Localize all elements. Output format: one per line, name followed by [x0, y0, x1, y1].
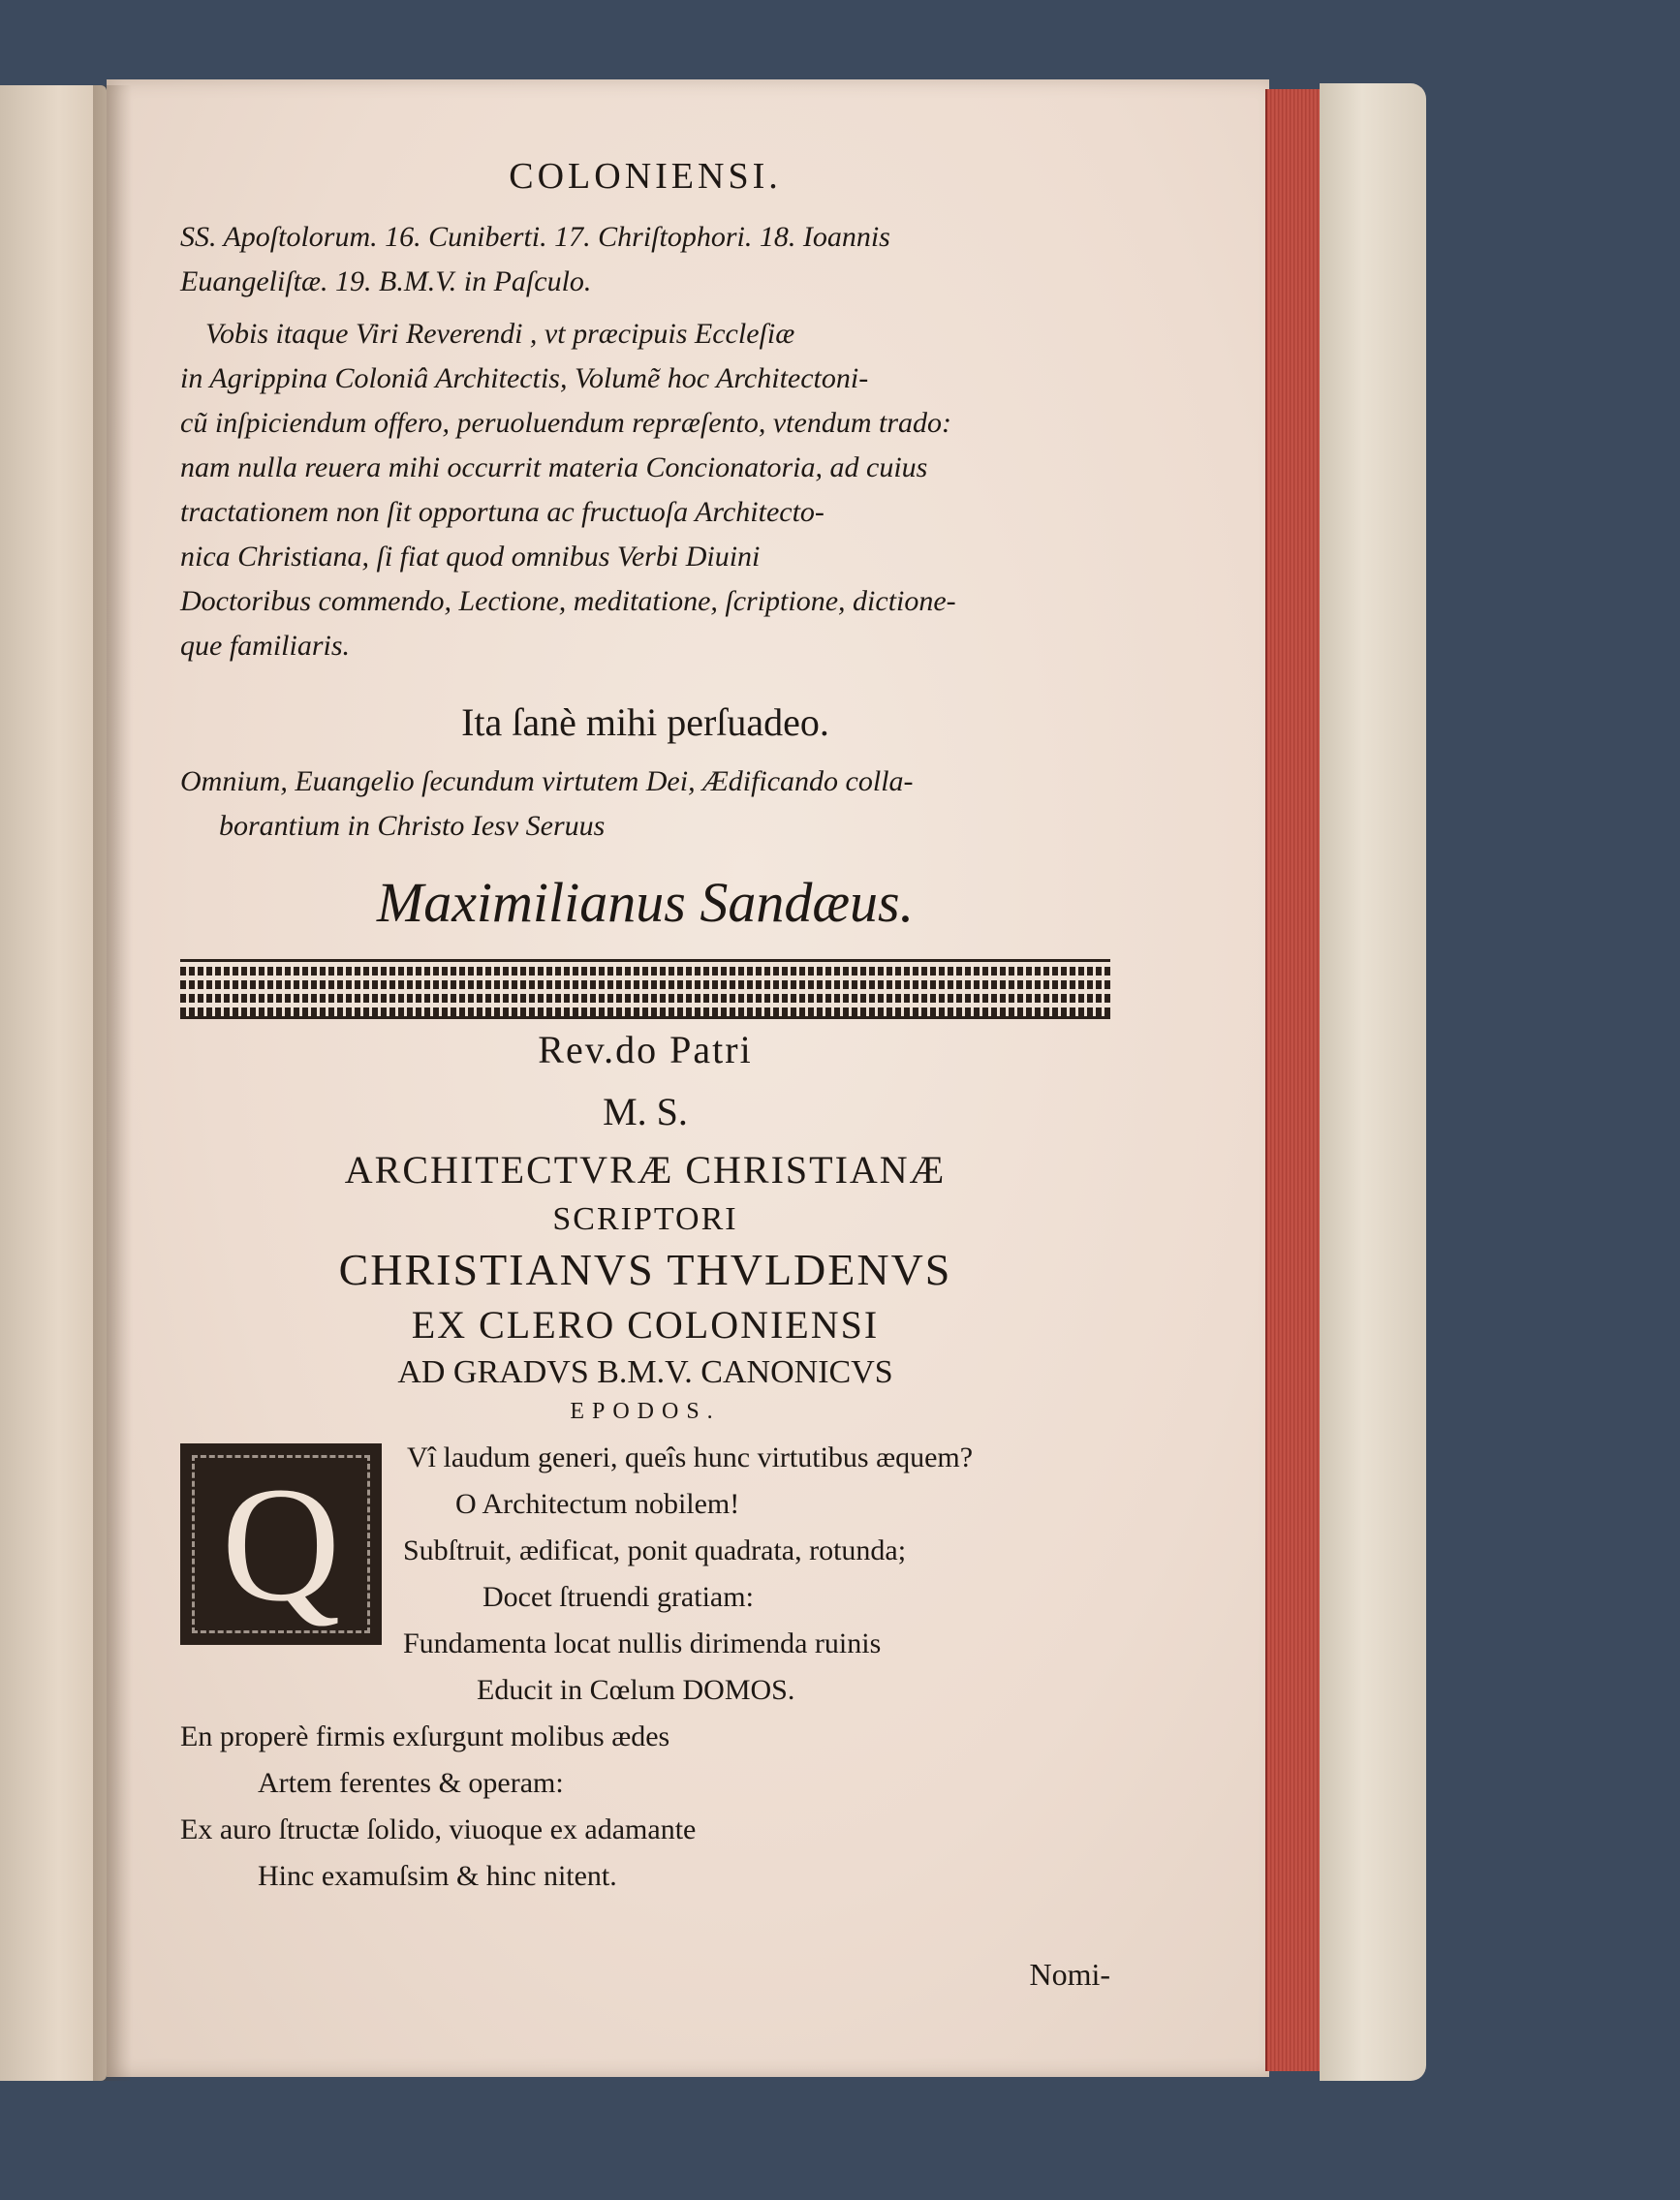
body-line-9: Doctoribus commendo, Lectione, meditatione, ſcriptione, dictione-: [180, 585, 956, 617]
red-page-edges: [1265, 89, 1323, 2071]
body-line-6: nam nulla reuera mihi occurrit materia Concionatoria, ad cuius: [180, 451, 928, 483]
dedication-line-5: CHRISTIANVS THVLDENVS: [338, 1245, 952, 1294]
book-cover-edge: [1320, 83, 1426, 2081]
dedication-line-7: AD GRADVS B.M.V. CANONICVS: [397, 1354, 893, 1390]
catchword: Nomi-: [1029, 1957, 1110, 1992]
dedication-line-4: SCRIPTORI: [552, 1201, 738, 1237]
poem-line-8: Artem ferentes & operam:: [258, 1767, 564, 1799]
poem-line-10: Hinc examuſsim & hinc nitent.: [258, 1860, 617, 1892]
left-page-edge: [0, 85, 107, 2081]
body-line-8: nica Christiana, ſi fiat quod omnibus Verbi Diuini: [180, 541, 761, 573]
poem-line-2: O Architectum nobilem!: [455, 1488, 740, 1520]
poem-line-6: Educit in Cœlum DOMOS.: [477, 1674, 795, 1706]
signature: Maximilianus Sandæus.: [376, 871, 915, 934]
closing-line-1: Omnium, Euangelio ſecundum virtutem Dei, Ædificando colla-: [180, 765, 914, 797]
poem-line-3: Subſtruit, ædificat, ponit quadrata, rotunda;: [403, 1534, 907, 1566]
poem-line-4: Docet ſtruendi gratiam:: [482, 1581, 754, 1613]
body-line-3: Vobis itaque Viri Reverendi , vt præcipuis Eccleſiæ: [205, 318, 795, 350]
poem-line-5: Fundamenta locat nullis dirimenda ruinis: [403, 1627, 882, 1659]
dedication-line-2: M. S.: [603, 1090, 688, 1133]
poem-line-9: Ex auro ſtructæ ſolido, viuoque ex adamante: [180, 1813, 697, 1845]
body-line-5: cũ inſpiciendum offero, peruoluendum repræſento, vtendum trado:: [180, 407, 951, 439]
ornamental-border: [180, 959, 1110, 1019]
body-line-7: tractationem non ſit opportuna ac fructuoſa Architecto-: [180, 496, 824, 528]
poem-line-7: En properè firmis exſurgunt molibus ædes: [180, 1720, 670, 1752]
dedication-line-6: EX CLERO COLONIENSI: [411, 1303, 880, 1347]
decorated-initial: Q: [180, 1443, 382, 1645]
dedication-line-1: Rev.do Patri: [538, 1028, 753, 1071]
body-line-4: in Agrippina Coloniâ Architectis, Volumẽ hoc Architectoni-: [180, 362, 869, 394]
closing-line-2: borantium in Christo Iesv Seruus: [219, 810, 606, 842]
body-line-10: que familiaris.: [180, 630, 351, 662]
body-line-2: Euangeliſtæ. 19. B.M.V. in Paſculo.: [180, 265, 592, 297]
poem-line-1: Vî laudum generi, queîs hunc virtutibus æquem?: [407, 1441, 974, 1473]
dedication-line-3: ARCHITECTVRÆ CHRISTIANÆ: [344, 1148, 947, 1192]
dedication-line-8: EPODOS.: [570, 1399, 721, 1424]
persuadeo-line: Ita ſanè mihi perſuadeo.: [461, 700, 829, 744]
running-heading: COLONIENSI.: [509, 156, 782, 197]
body-line-1: SS. Apoſtolorum. 16. Cuniberti. 17. Chriſtophori. 18. Ioannis: [180, 221, 890, 253]
book-gutter: [93, 85, 132, 2081]
